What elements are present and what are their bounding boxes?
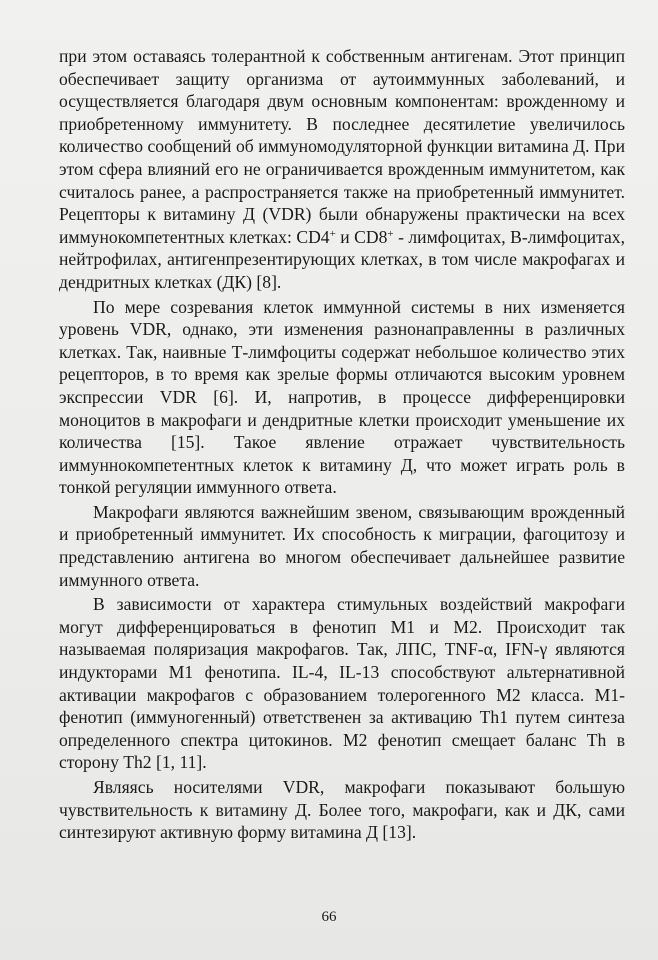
superscript: + <box>387 227 394 240</box>
paragraph: Макрофаги являются важнейшим звеном, связывающим врожденный и приобретенный иммунитет. Их способность к миграции, фагоцитозу и представлению антигена во многом обеспечивает дальнейшее развитие иммунного ответа. <box>59 501 625 590</box>
paragraph: при этом оставаясь толерантной к собственным антигенам. Этот принцип обеспечивает защиту организма от аутоиммунных заболеваний, и осуществляется благодаря двум основным компонентам: врожденному и приобретенному иммунитету. В последнее десятилетие увеличилось количество сообщений об иммуномодуляторной функции витамина Д. При этом сфера влияний его не ограничивается врожденным иммунитетом, как считалось ранее, а распространяется также на приобретенный иммунитет. Рецепторы к витамину Д (VDR) были обнаружены практически на всех иммунокомпетентных клетках: CD4+ и CD8+ - лимфоцитах, В-лимфоцитах, нейтрофилах, антигенпрезентирующих клетках, в том числе макрофагах и дендритных клетках (ДК) [8]. <box>59 46 625 292</box>
paragraph: Являясь носителями VDR, макрофаги показывают большую чувствительность к витамину Д. Более того, макрофаги, как и ДК, сами синтезируют активную форму витамина Д [13]. <box>59 777 625 843</box>
page-number: 66 <box>321 909 337 925</box>
paragraph: В зависимости от характера стимульных воздействий макрофаги могут дифференцироваться в фенотип M1 и M2. Происходит так называемая поляризация макрофагов. Так, ЛПС, TNF-α, IFN-γ являются индукторами M1 фенотипа. IL-4, IL-13 способствуют альтернативной активации макрофагов с образованием толерогенного M2 класса. M1-фенотип (иммуногенный) ответственен за активацию Th1 путем синтеза определенного спектра цитокинов. M2 фенотип смещает баланс Th в сторону Th2 [1, 11]. <box>59 594 625 773</box>
body-text <box>59 45 625 844</box>
superscript: + <box>329 227 336 240</box>
paragraph: По мере созревания клеток иммунной системы в них изменяется уровень VDR, однако, эти изменения разнонаправленны в различных клетках. Так, наивные Т-лимфоциты содержат небольшое количество этих рецепторов, в то время как зрелые формы отличаются высоким уровнем экспрессии VDR [6]. И, напротив, в процессе дифференцировки моноцитов в макрофаги и дендритные клетки происходит уменьшение их количества [15]. Такое явление отражает чувствительность иммуннокомпетентных клеток к витамину Д, что может играть роль в тонкой регуляции иммунного ответа. <box>59 296 625 498</box>
